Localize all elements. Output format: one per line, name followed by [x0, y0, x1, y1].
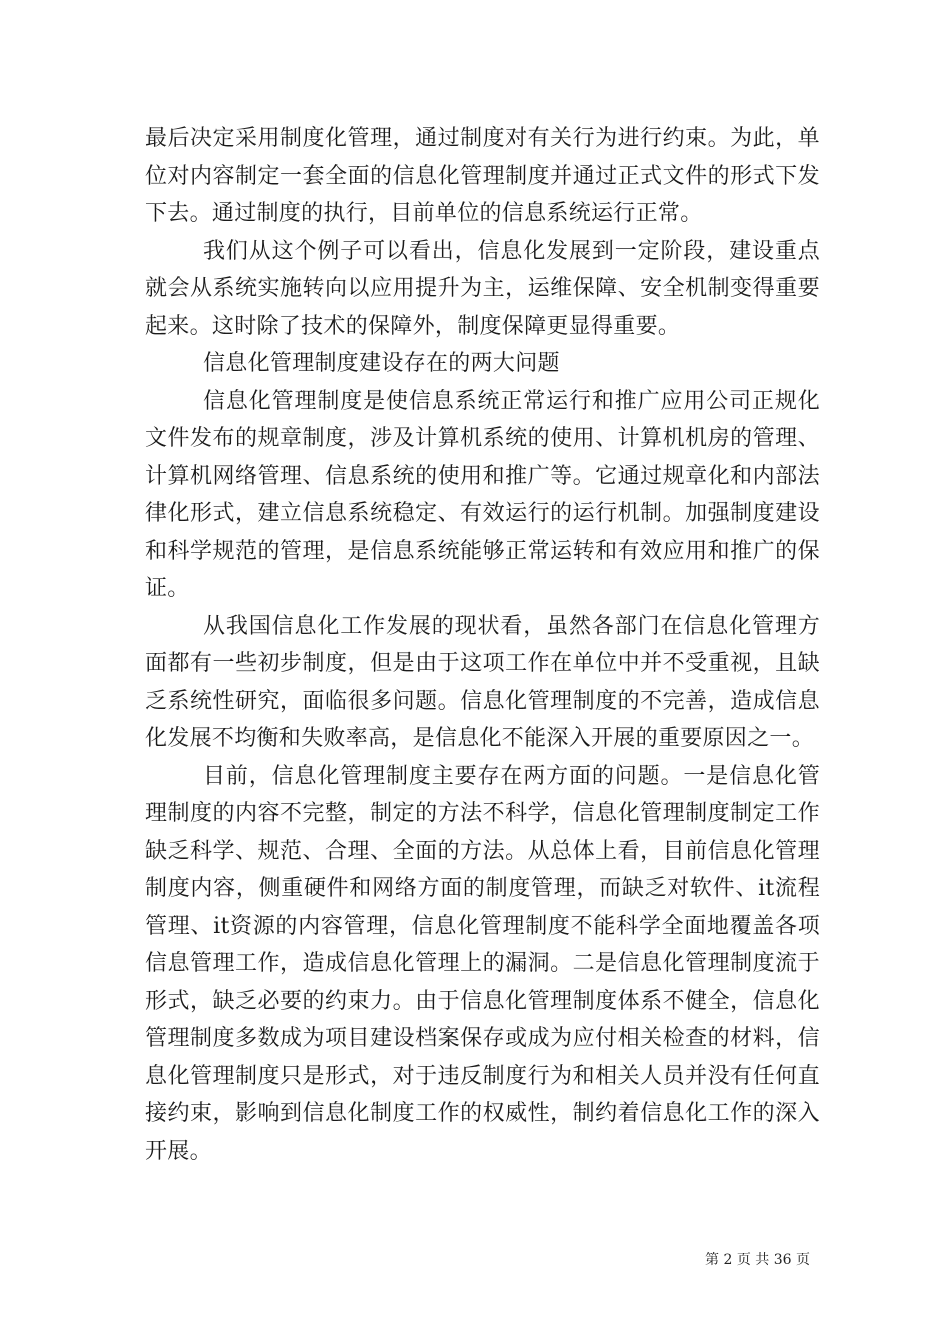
section-heading: 信息化管理制度建设存在的两大问题 [203, 351, 560, 376]
paragraph-4: 从我国信息化工作发展的现状看，虽然各部门在信息化管理方面都有一些初步制度，但是由于这项工作在单位中并不受重视，且缺乏系统性研究，面临很多问题。信息化管理制度的不完善，造成信息化发展不均衡和失败率高，是信息化不能深入开展的重要原因之一。 [145, 613, 820, 751]
page-number-footer: 第 2 页 共 36 页 [705, 1252, 810, 1268]
paragraph-1: 最后决定采用制度化管理，通过制度对有关行为进行约束。为此，单位对内容制定一套全面的信息化管理制度并通过正式文件的形式下发下去。通过制度的执行，目前单位的信息系统运行正常。 [145, 126, 820, 226]
paragraph-2: 我们从这个例子可以看出，信息化发展到一定阶段，建设重点就会从系统实施转向以应用提升为主，运维保障、安全机制变得重要起来。这时除了技术的保障外，制度保障更显得重要。 [145, 238, 820, 339]
document-body [145, 120, 820, 1170]
paragraph-5: 目前，信息化管理制度主要存在两方面的问题。一是信息化管理制度的内容不完整，制定的方法不科学，信息化管理制度制定工作缺乏科学、规范、合理、全面的方法。从总体上看，目前信息化管理制度内容，侧重硬件和网络方面的制度管理，而缺乏对软件、it流程管理、it资源的内容管理，信息化管理制度不能科学全面地覆盖各项信息管理工作，造成信息化管理上的漏洞。二是信息化管理制度流于形式，缺乏必要的约束力。由于信息化管理制度体系不健全，信息化管理制度多数成为项目建设档案保存或成为应付相关检查的材料，信息化管理制度只是形式，对于违反制度行为和相关人员并没有任何直接约束，影响到信息化制度工作的权威性，制约着信息化工作的深入开展。 [145, 763, 820, 1164]
paragraph-3: 信息化管理制度是使信息系统正常运行和推广应用公司正规化文件发布的规章制度，涉及计算机系统的使用、计算机机房的管理、计算机网络管理、信息系统的使用和推广等。它通过规章化和内部法律化形式，建立信息系统稳定、有效运行的运行机制。加强制度建设和科学规范的管理，是信息系统能够正常运转和有效应用和推广的保证。 [145, 388, 820, 601]
